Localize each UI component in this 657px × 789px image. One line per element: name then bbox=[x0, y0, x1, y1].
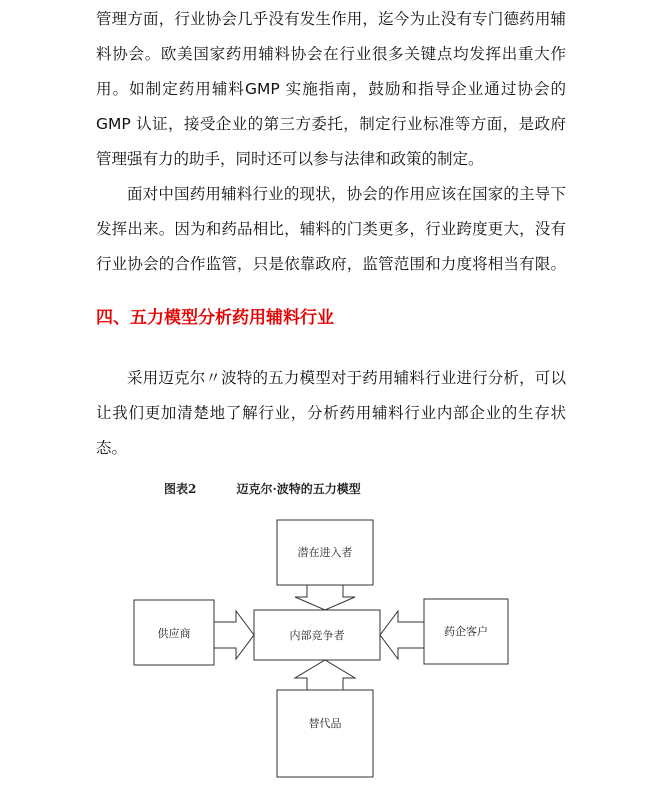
label-suppliers: 供应商 bbox=[157, 627, 191, 640]
text-line: 发挥出来。因为和药品相比，辅料的门类更多，行业跨度更大，没有 bbox=[96, 220, 566, 238]
text-line: 行业协会的合作监管，只是依靠政府，监管范围和力度将相当有限。 bbox=[96, 255, 566, 273]
arrow-up-icon bbox=[295, 660, 355, 690]
text-line: 采用迈克尔〃波特的五力模型对于药用辅料行业进行分析，可以 bbox=[127, 369, 566, 387]
box-substitutes bbox=[277, 690, 373, 777]
text-line: 料协会。欧美国家药用辅料协会在行业很多关键点均发挥出重大作 bbox=[96, 45, 566, 63]
paragraph-3 bbox=[96, 361, 566, 466]
figure-title: 迈克尔·波特的五力模型 bbox=[236, 482, 361, 496]
figure-number: 图表2 bbox=[164, 482, 197, 496]
label-internal-competitors: 内部竞争者 bbox=[289, 629, 345, 642]
arrow-right-icon bbox=[214, 611, 254, 659]
text-line: 态。 bbox=[96, 439, 128, 457]
text-line: 管理方面，行业协会几乎没有发生作用，迄今为止没有专门德药用辅 bbox=[96, 10, 566, 28]
label-substitutes: 替代品 bbox=[308, 717, 342, 730]
arrow-down-icon bbox=[295, 585, 355, 610]
five-forces-diagram bbox=[132, 515, 512, 787]
figure-caption bbox=[164, 480, 361, 497]
text-line: 让我们更加清楚地了解行业，分析药用辅料行业内部企业的生存状 bbox=[96, 404, 566, 422]
text-line: 面对中国药用辅料行业的现状，协会的作用应该在国家的主导下 bbox=[127, 185, 566, 203]
paragraph-1 bbox=[96, 2, 566, 177]
paragraph-2 bbox=[96, 177, 566, 282]
text-line: GMP 认证，接受企业的第三方委托，制定行业标准等方面，是政府 bbox=[96, 115, 566, 133]
text-line: 管理强有力的助手，同时还可以参与法律和政策的制定。 bbox=[96, 150, 484, 168]
label-pharma-customers: 药企客户 bbox=[444, 625, 488, 638]
label-potential-entrants: 潜在进入者 bbox=[297, 546, 353, 559]
section-heading: 四、五力模型分析药用辅料行业 bbox=[96, 308, 334, 328]
arrow-left-icon bbox=[380, 611, 424, 659]
text-line: 用。如制定药用辅料GMP 实施指南，鼓励和指导企业通过协会的 bbox=[96, 80, 566, 98]
